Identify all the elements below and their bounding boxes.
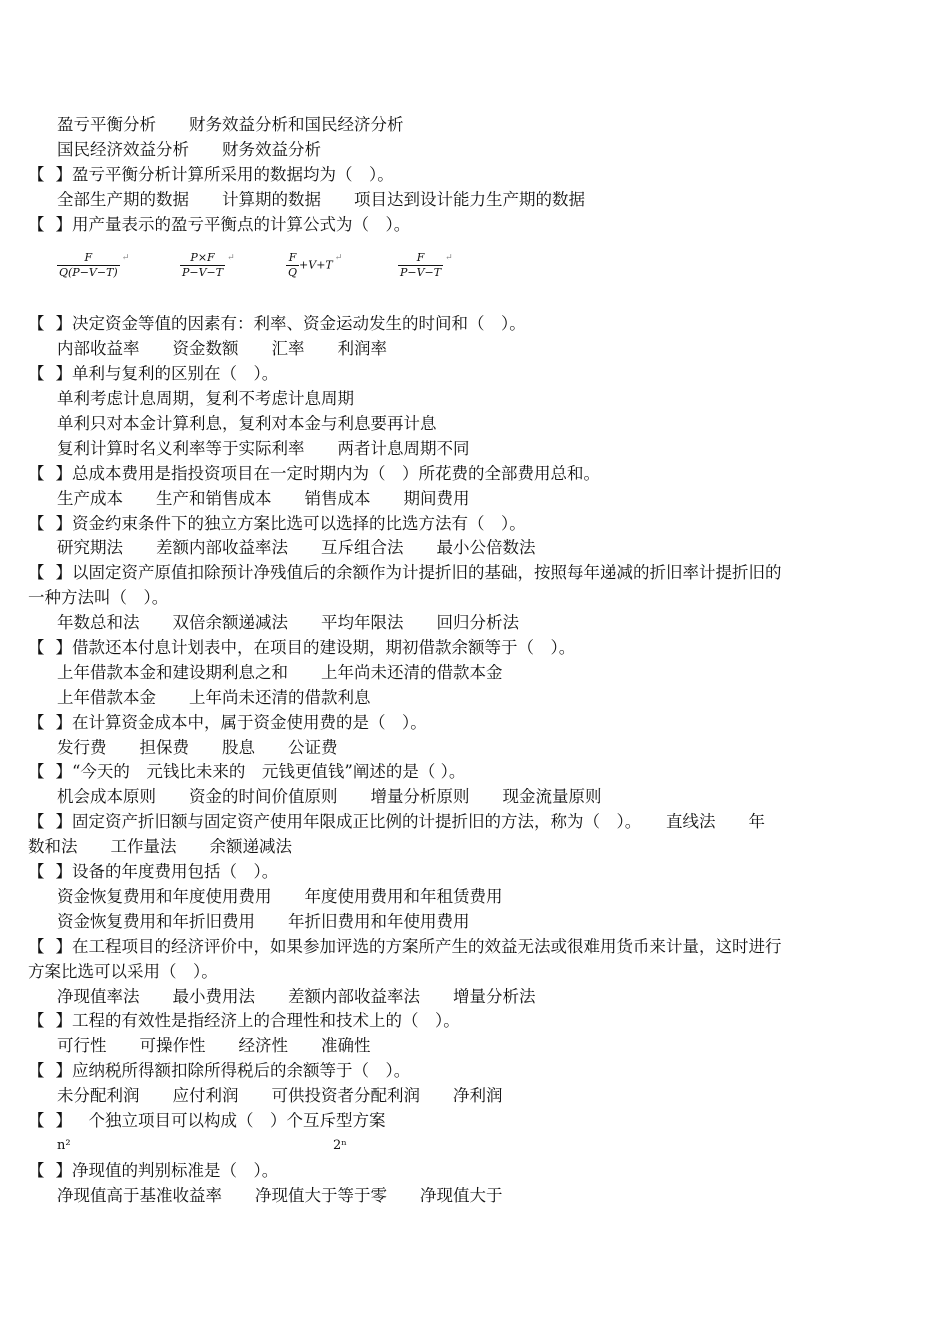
bracket-right: 】 [55,812,72,832]
question-text: 单利与复利的区别在（ ）。 [72,364,279,384]
options-line: 机会成本原则 资金的时间价值原则 增量分析原则 现金流量原则 [57,787,602,807]
question-text: 固定资产折旧额与固定资产使用年限成正比例的计提折旧的方法，称为（ ）。 直线法 年 [72,812,765,832]
question-line [28,1059,912,1084]
continuation-line: 一种方法叫（ ）。 [28,588,169,608]
bracket-right: 】 [55,214,72,234]
question-line [28,512,912,537]
question-line [28,711,912,736]
question-text: 设备的年度费用包括（ ）。 [72,862,279,882]
bracket-right: 】 [55,1061,72,1081]
denominator: P−V−T [400,266,442,280]
return-mark-icon: ↵ [121,253,130,264]
bracket-left: 【 [28,164,45,184]
options-line: 复利计算时名义利率等于实际利率 两者计息周期不同 [57,438,470,458]
formula-option [398,251,453,280]
question-line [28,163,912,188]
question-text: 在计算资金成本中，属于资金使用费的是（ ）。 [72,712,427,732]
denominator: P−V−T [182,266,224,280]
options-line: 年数总和法 双倍余额递减法 平均年限法 回归分析法 [57,613,519,633]
bracket-right: 】 [55,862,72,882]
options-line: 研究期法 差额内部收益率法 互斥组合法 最小公倍数法 [57,538,536,558]
formula-options [28,237,912,312]
options-line: 上年借款本金和建设期利息之和 上年尚未还清的借款本金 [57,662,503,682]
options-line: 单利考虑计息周期，复利不考虑计息周期 [57,389,354,409]
return-mark-icon: ↵ [227,253,235,264]
return-mark-icon: ↵ [445,253,453,264]
question-line [28,312,912,337]
numerator: P×F [180,251,225,266]
numerator: F [57,251,120,266]
option-b: 2ⁿ [333,1137,347,1153]
bracket-right: 】 [55,563,72,583]
options-line: 全部生产期的数据 计算期的数据 项目达到设计能力生产期的数据 [57,189,585,209]
question-line [28,860,912,885]
question-text: 应纳税所得额扣除所得税后的余额等于（ ）。 [72,1061,411,1081]
options-line: 资金恢复费用和年度使用费用 年度使用费用和年租赁费用 [57,886,503,906]
option-a: n² [57,1137,71,1153]
bracket-right: 】 [55,1160,72,1180]
bracket-left: 【 [28,1061,45,1081]
question-text: 净现值的判别标准是（ ）。 [72,1160,279,1180]
question-line [28,1109,912,1134]
bracket-left: 【 [28,513,45,533]
bracket-right: 】 [55,712,72,732]
bracket-right: 】 [55,314,72,334]
options-line: 上年借款本金 上年尚未还清的借款利息 [57,687,371,707]
options-line: 资金恢复费用和年折旧费用 年折旧费用和年使用费用 [57,911,470,931]
question-text: 工程的有效性是指经济上的合理性和技术上的（ ）。 [72,1011,460,1031]
bracket-left: 【 [28,364,45,384]
fraction [57,251,120,280]
denominator: Q(P−V−T) [59,266,118,280]
continuation-line: 数和法 工作量法 余额递减法 [28,837,292,857]
question-line [28,561,912,586]
bracket-right: 】 [55,638,72,658]
question-text: 个独立项目可以构成（ ）个互斥型方案 [72,1110,386,1130]
question-line [28,935,912,960]
options-line: 净现值高于基准收益率 净现值大于等于零 净现值大于 [57,1185,503,1205]
question-line [28,462,912,487]
question-line [28,1159,912,1184]
bracket-left: 【 [28,1011,45,1031]
numerator: F [286,251,299,266]
question-text: 资金约束条件下的独立方案比选可以选择的比选方法有（ ）。 [72,513,526,533]
bracket-right: 】 [55,164,72,184]
return-mark-icon: ↵ [334,253,343,264]
question-text: 在工程项目的经济评价中，如果参加评选的方案所产生的效益无法或很难用货币来计量，这时进行 [72,936,782,956]
bracket-right: 】 [55,1110,72,1130]
fraction [180,251,225,280]
formula-option [180,251,235,280]
question-text: 盈亏平衡分析计算所采用的数据均为（ ）。 [72,164,394,184]
options-line: 可行性 可操作性 经济性 准确性 [57,1036,371,1056]
question-list [28,113,912,1209]
denominator: Q [288,266,298,280]
bracket-right: 】 [55,1011,72,1031]
options-line: 生产成本 生产和销售成本 销售成本 期间费用 [57,488,470,508]
numerator: F [398,251,443,266]
bracket-left: 【 [28,812,45,832]
bracket-left: 【 [28,463,45,483]
question-text: 决定资金等值的因素有：利率、资金运动发生的时间和（ ）。 [72,314,526,334]
bracket-left: 【 [28,563,45,583]
question-line [28,213,912,238]
bracket-left: 【 [28,712,45,732]
question-line [28,760,912,785]
bracket-right: 】 [55,513,72,533]
question-text: 以固定资产原值扣除预计净残值后的余额作为计提折旧的基础，按照每年递减的折旧率计提折旧的 [72,563,782,583]
formula-option [286,251,342,280]
bracket-left: 【 [28,936,45,956]
fraction [398,251,443,280]
options-line: 国民经济效益分析 财务效益分析 [57,139,321,159]
question-text: “今天的 元钱比未来的 元钱更值钱”阐述的是（ ）。 [72,762,466,782]
bracket-left: 【 [28,1110,45,1130]
bracket-right: 】 [55,762,72,782]
options-line: 发行费 担保费 股息 公证费 [57,737,338,757]
options-line [28,1134,912,1159]
options-line: 内部收益率 资金数额 汇率 利润率 [57,339,387,359]
formula-option [57,251,129,280]
options-line: 单利只对本金计算利息，复利对本金与利息要再计息 [57,414,437,434]
bracket-left: 【 [28,1160,45,1180]
bracket-left: 【 [28,762,45,782]
fraction [286,251,299,280]
question-line [28,636,912,661]
bracket-right: 】 [55,936,72,956]
question-line [28,362,912,387]
bracket-left: 【 [28,638,45,658]
question-line [28,1009,912,1034]
question-line [28,810,912,835]
options-line: 未分配利润 应付利润 可供投资者分配利润 净利润 [57,1086,503,1106]
question-text: 总成本费用是指投资项目在一定时期内为（ ）所花费的全部费用总和。 [72,463,600,483]
question-text: 用产量表示的盈亏平衡点的计算公式为（ ）。 [72,214,411,234]
question-text: 借款还本付息计划表中，在项目的建设期，期初借款余额等于（ ）。 [72,638,576,658]
formula-tail: +V+T [299,258,333,272]
options-line: 净现值率法 最小费用法 差额内部收益率法 增量分析法 [57,986,536,1006]
bracket-left: 【 [28,214,45,234]
continuation-line: 方案比选可以采用（ ）。 [28,961,218,981]
bracket-right: 】 [55,364,72,384]
bracket-right: 】 [55,463,72,483]
bracket-left: 【 [28,314,45,334]
options-line: 盈亏平衡分析 财务效益分析和国民经济分析 [57,115,404,134]
bracket-left: 【 [28,862,45,882]
